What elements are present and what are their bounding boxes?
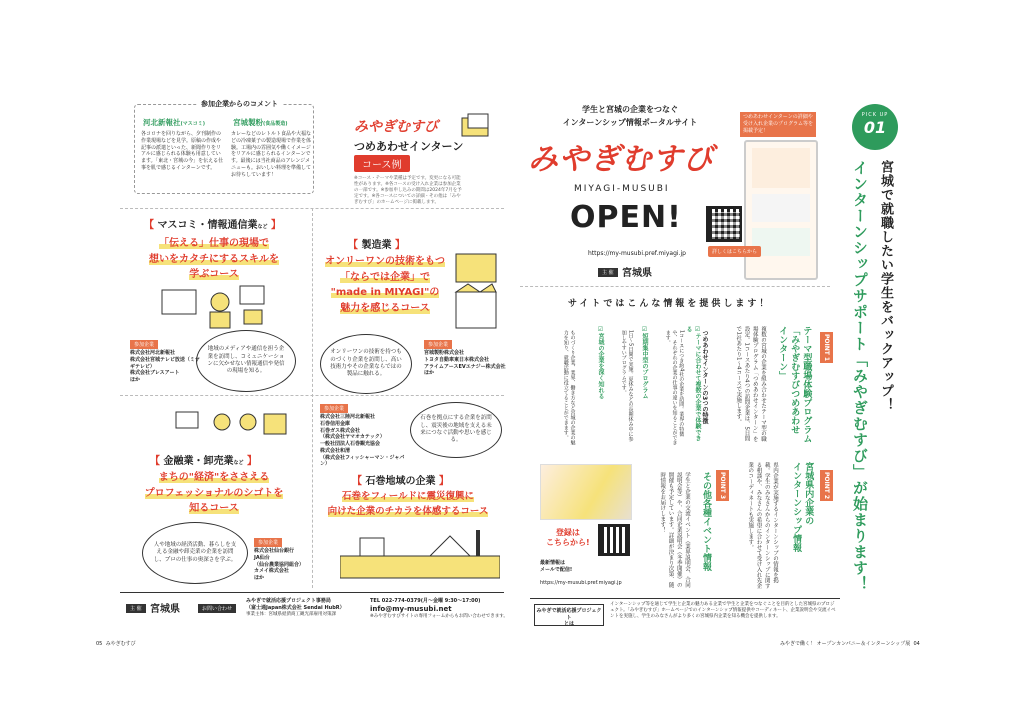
media-label: 【 マスコミ・情報通信業など 】 <box>144 220 281 231</box>
left-contact-tag: お問い合わせ <box>198 604 236 613</box>
left-sponsor-tag: 主 催 <box>126 604 146 613</box>
left-page-num: 05 <box>96 641 103 647</box>
point1-title1: テーマ型職場体験プログラム <box>801 326 812 443</box>
comment1-type: (マスコミ) <box>180 121 206 127</box>
point3-tag: POINT 3 <box>716 470 729 501</box>
course-logo: みやぎむすび <box>354 119 438 135</box>
point2-tag: POINT 2 <box>820 470 833 501</box>
mfg-line4: 魅力を感じるコース <box>340 302 430 314</box>
feature2-title: ☑短期集中型のプログラム <box>641 326 648 399</box>
course-tag: コース例 <box>354 155 410 172</box>
finance-illustration <box>172 404 292 444</box>
feature3-title-text: 宮城の企業を深く知れる <box>597 333 604 399</box>
feature2-title-text: 短期集中型のプログラム <box>641 333 648 399</box>
ishinomaki-bubble-text: 石巻を拠点にする企業を訪問し、震災後の地域を支える未来につなぐ活動や思いを感じる。 <box>420 415 492 444</box>
feature1-text: 1コースにつき約4社の企業を訪問。業界の特徴や、それぞれの企業の仕事の違いを知ることができます。 <box>664 330 685 445</box>
finance-bubble-text: 人や地域の経済活動、暮らしを支える金融や卸売業の企業を訪問し、プロの仕事の奥深さを学ぶ。 <box>153 541 237 563</box>
portal-qr[interactable] <box>706 206 742 242</box>
feature3-text: ものづくり企業、業界、働き方など宮城の企業の魅力を知り、就職活動に役立てることができます。 <box>562 330 576 445</box>
phone-caption: つめあわせインターンの詳細や受け入れ企業のプログラム等を掲載予定！ <box>740 112 816 137</box>
course-notes: ※コース・テーマや業種は予定です。変更になる可能性があります。※各コースの受け入れ企業は参加企業の一部です。※参加申し込みの期間は2024年7月を予定です。※各コースについての詳細・その他は「みやぎむすび」のホームページに掲載します。 <box>354 176 462 206</box>
mfg-bubble-text: オンリーワンの技術を持つものづくり企業を訪問し、高い技術力やその企業ならではの製品に触れる。 <box>330 349 402 378</box>
finance-line2: プロフェッショナルのシゴトを <box>144 487 284 499</box>
media-line3: 学ぶコース <box>189 269 239 280</box>
project-text: インターンシップ等を通じて学生と企業の魅力ある企業で学生と企業をつなぐことを目的とした宮城県のプロジェクト。「みやぎむすび」ホームページでのインターンシップ情報提供やコーディネート、企業説明会や交流イベントを実施し、学生のみなさんがより多くの宮城県内企業を知る機会を提供します。 <box>610 602 836 620</box>
finance-companies: 株式会社仙台銀行 JA仙台 （仙台農業協同組合） カメイ株式会社 ほか <box>254 548 305 581</box>
ishinomaki-companies-tag: 参加企業 <box>320 404 348 413</box>
mail-text: 最新情報は メールで配信! <box>540 560 573 573</box>
mfg-label: 【 製造業 】 <box>348 240 405 251</box>
register-line2: こちらから! <box>546 538 590 548</box>
mfg-line1: オンリーワンの技術をもつ <box>325 256 445 267</box>
point2-title2: インターンシップ情報 <box>791 462 802 552</box>
comments-title: 参加企業からのコメント <box>197 99 282 109</box>
finance-label-text: 金融業・卸売業 <box>163 456 234 467</box>
feature3-title: ☑宮城の企業を深く知れる <box>597 326 604 399</box>
media-line1: 「伝える」仕事の現場で <box>159 238 269 249</box>
portal-open: OPEN! <box>570 200 682 235</box>
finance-line3: 知るコース <box>189 503 239 514</box>
left-page-title: みやぎむすび <box>105 641 136 647</box>
finance-suffix: など <box>233 460 244 466</box>
ishinomaki-line2: 向けた企業のチカラを体感するコース <box>327 505 489 517</box>
pickup-badge <box>852 104 898 150</box>
point3-title: その他各種イベント情報 <box>701 472 711 571</box>
ishinomaki-line1: 石巻をフィールドに震災復興に <box>341 491 475 502</box>
portal-tagline2: インターンシップ情報ポータルサイト <box>562 117 698 127</box>
features-title: つめあわせインターンの3つの特徴 <box>701 330 708 425</box>
phone-button[interactable]: 詳しくはこちらから <box>708 246 761 257</box>
point1-tag: POINT 1 <box>820 332 833 363</box>
media-illustration <box>160 280 270 330</box>
project-sub: とは <box>563 621 574 627</box>
media-bubble <box>196 330 296 392</box>
left-sponsor: 宮城県 <box>150 604 180 615</box>
h-divider-2 <box>120 395 504 396</box>
site-info-heading: サイトではこんな情報を提供します！ <box>568 299 772 309</box>
ishinomaki-label: 【 石巻地域の企業 】 <box>352 476 449 487</box>
media-line2: 想いをカタチにするスキルを <box>149 253 279 265</box>
pickup-num: 01 <box>863 118 887 137</box>
mfg-companies: 宮城製粉株式会社 トヨタ自動車東日本株式会社 アライムアースEVエナジー株式会社 ほか <box>424 350 506 377</box>
mfg-label-text: 製造業 <box>361 240 392 251</box>
comment2-type: (食品製造) <box>263 121 288 127</box>
ishinomaki-companies: 株式会社三陸河北新報社 石巻信用金庫 石巻ガス株式会社 （株式会社ヤマオカテック） 一般社団法人石巻観光協会 株式会社和清 （株式会社フィッシャーマン・ジャパン） <box>320 414 405 468</box>
point2-title <box>790 462 814 602</box>
banner-line1: 宮城で就職したい学生をバックアップ！ <box>878 160 893 412</box>
media-bubble-text: 地域のメディアや通信を担う企業を訪問し、コミュニケーションに欠かせない情報通信や発信の現場を知る。 <box>207 346 285 375</box>
portal-tagline <box>530 104 730 130</box>
factory-illustration <box>452 244 502 334</box>
media-companies: 株式会社河北新報社 株式会社宮城テレビ放送（ミヤギテレビ） 株式会社ブレスアート ほか <box>130 350 200 383</box>
media-title <box>124 236 304 283</box>
point2-text: 県内企業が実施するインターンシップの情報を掲載。学生のみなさんからのインターンシップに関する相談や、みなさんの希望に合わせて受け入れ先企業のコーディネートも実施します。 <box>747 462 778 589</box>
portal-logo-en: MIYAGI-MUSUBI <box>574 184 670 194</box>
mfg-title <box>310 254 460 316</box>
point1-title3: インターン」 <box>777 326 788 380</box>
register-url[interactable]: https://my-musubi.pref.miyagi.jp <box>540 580 622 586</box>
left-org2: （富士通Japan株式会社 Sendai HubR） <box>246 604 345 611</box>
comment2-name: 宮城製粉 <box>233 118 263 127</box>
register-text <box>546 528 590 549</box>
comment2-text: カレーなどのレトルト食品や大福などの冷凍菓子の製造現場で作業を体験。工場内の雰囲気や働くイメージをリアルに感じられるインターンです。最後には当社商品のアレンジメニューも。おいしい料理を準備してお待ちしています！ <box>231 131 312 178</box>
portal-url[interactable]: https://my-musubi.pref.miyagi.jp <box>588 250 686 257</box>
portal-sponsor: 宮城県 <box>622 268 652 279</box>
book-illustration <box>460 112 496 138</box>
feature1-title: ☑テーマに合わせて複数の企業で体験できる <box>685 326 701 441</box>
point1-title2: 「みやぎむすびつめあわせ <box>789 326 800 434</box>
left-email-note: ※みやぎむすびサイトの専用フォームからもお問い合わせできます。 <box>370 614 508 620</box>
feature1-title-text: テーマに合わせて複数の企業で体験できる <box>685 326 701 441</box>
finance-label: 【 金融業・卸売業など 】 <box>150 456 257 467</box>
media-label-text: マスコミ・情報通信業 <box>157 220 258 231</box>
register-qr[interactable] <box>598 524 630 556</box>
left-org1: みやぎで就活応援プロジェクト事務局 <box>246 598 331 604</box>
comments-box <box>134 100 314 194</box>
finance-bubble <box>142 522 248 584</box>
project-title: みやぎで就活応援プロジェクト <box>536 608 602 621</box>
mfg-bubble <box>320 334 412 394</box>
portal-tagline1: 学生と宮城の企業をつなぐ <box>582 105 678 114</box>
banner-line2: インターンシップサポート「みやぎむすび」が始まります！ <box>851 160 869 592</box>
pickup-label: PICK UP <box>861 112 889 118</box>
mfg-companies-tag: 参加企業 <box>424 340 452 349</box>
mfg-line2: 「ならでは企業」で <box>340 271 430 283</box>
left-tel: TEL 022-774-0379(月～金曜 9:30～17:00) <box>370 598 481 604</box>
site-info-line-top <box>520 286 830 287</box>
phone-mockup <box>744 140 818 280</box>
point1-text: 複数の宮城の企業を組み合わせたテーマ型の職場体験プログラム「つめあわせインターン」を設定。1コースあたり4つの訪問企業は、5日間で1社あたり1～4コースで実施します。 <box>735 326 766 442</box>
portal-logo: みやぎむすび <box>528 142 714 177</box>
course-sub: つめあわせインターン <box>354 140 464 153</box>
left-email[interactable]: info@my-musubi.net <box>370 604 452 613</box>
left-org3: 事業主体：宮城県経済商工観光部雇用対策課 <box>246 611 336 617</box>
point1-title <box>776 326 812 446</box>
finance-companies-tag: 参加企業 <box>254 538 282 547</box>
media-companies-tag: 参加企業 <box>130 340 158 349</box>
harbor-illustration <box>340 526 500 582</box>
right-footer-text: みやぎで働く！ オープンカンパニー＆インターンシップ展 <box>780 641 911 647</box>
register-line1: 登録は <box>555 528 580 537</box>
event-photo <box>540 464 632 520</box>
comment1-name: 河北新報社 <box>143 118 181 127</box>
project-title-box <box>534 604 604 626</box>
finance-line1: まちの"経済"をささえる <box>158 472 270 483</box>
ishinomaki-title <box>316 490 500 519</box>
mfg-line3: "made in MIYAGI"の <box>330 287 440 298</box>
feature2-text: 1日～5日間で実施。夏休みなどの長期休み中に参加しやすいプログラムです。 <box>620 330 634 442</box>
point3-text: 学生と企業の交流イベント（業界説明会、合同説明会等）や、合同企業説明会（冬季開催）の開催も予定しています。詳細が決まり次第、随時情報をお届けします！ <box>659 472 690 588</box>
left-footer-line <box>120 592 504 593</box>
comment1-text: 各コロナを回りながら、夕刊制作の作業現場などを見学。原稿の作成や記事の派遣といった、新聞作りをリアルに感じられる体験も用意しています。「東北・宮城の今」を伝える仕事を肌で感じるインターンです。 <box>141 131 224 171</box>
point2-title1: 宮城県内企業の <box>803 462 814 525</box>
media-suffix: など <box>257 224 268 230</box>
ishinomaki-label-text: 石巻地域の企業 <box>365 476 436 487</box>
right-page-num: 04 <box>913 641 920 647</box>
ishinomaki-bubble <box>410 402 502 458</box>
finance-title <box>124 470 304 517</box>
portal-sponsor-tag: 主 催 <box>598 268 618 277</box>
